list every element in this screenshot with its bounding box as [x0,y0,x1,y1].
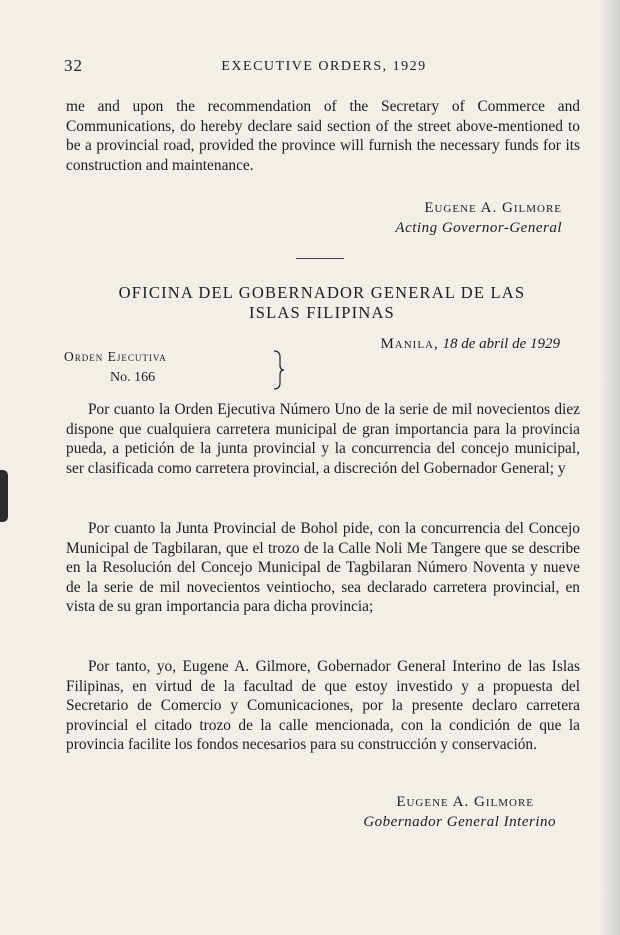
dateline [380,336,560,353]
spanish-paragraph-1: Por cuanto la Orden Ejecutiva Número Uno de la serie de mil novecientos diez dispone que cualquiera carretera municipal de gran importancia para la provincia pueda, a petición de la junta provincial y la concurrencia del concejo municipal, ser clasificada como carretera provincial, a discreción del Gobernador General; y [66,401,580,477]
office-title-line-1: OFICINA DEL GOBERNADOR GENERAL DE LAS [118,283,526,302]
page-edge-shadow [598,0,620,935]
office-title-line-2: ISLAS FILIPINAS [249,303,395,322]
english-signature-block [395,199,562,238]
spanish-signature-block [363,793,556,832]
signature-name: Eugene A. Gilmore [424,200,562,216]
signature-name-es: Eugene A. Gilmore [396,794,534,810]
signature-title-es: Gobernador General Interino [363,813,556,830]
running-title: EXECUTIVE ORDERS, 1929 [221,59,427,74]
dateline-date: 18 de abril de 1929 [442,336,560,352]
spanish-paragraph-3: Por tanto, yo, Eugene A. Gilmore, Gobernador General Interino de las Islas Filipinas, en virtud de la facultad de que estoy investido y a propuesta del Secretario de Comercio y Comunicaciones, por la presente declaro carretera provincial el citado trozo de la calle mencionada, con la condición de que la provincia facilite los fondos necesarios para su construcción y conservación. [66,658,580,754]
binding-mark [0,470,8,522]
section-divider [296,258,344,259]
dateline-place: Manila, [380,336,439,352]
signature-title: Acting Governor-General [395,219,562,236]
office-title [78,283,566,323]
order-label: Orden Ejecutiva [64,349,167,364]
spanish-paragraph-2: Por cuanto la Junta Provincial de Bohol pide, con la concurrencia del Concejo Municipal de Tagbilaran, que el trozo de la Calle Noli Me Tangere que se describe en la Resolución del Concejo Municipal de Tagbilaran Número Noventa y nueve de la serie de mil novecientos veintiocho, sea declarado carretera provincial, en vista de su gran importancia para dicha provincia; [66,520,580,616]
english-order-paragraph: me and upon the recommendation of the Secretary of Commerce and Communications, do hereby declare said section of the street above-mentioned to be a provincial road, provided the province will furnish the necessary funds for its construction and maintenance. [66,98,580,174]
page-header [64,56,584,80]
order-number: No. 166 [110,370,156,385]
page-number: 32 [64,56,83,75]
order-designation [64,349,264,393]
curly-brace-icon [272,349,286,391]
